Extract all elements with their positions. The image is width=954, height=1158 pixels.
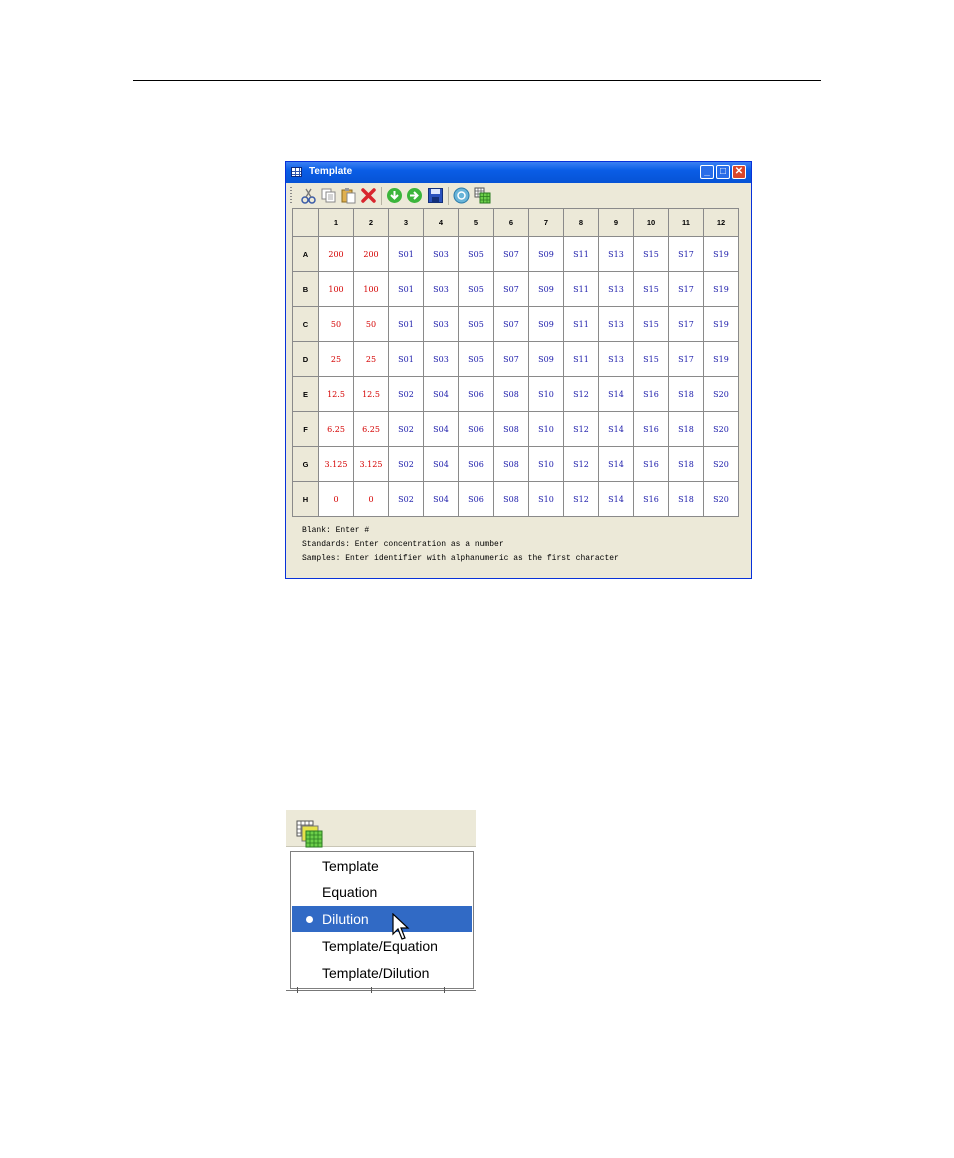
sample-cell[interactable]: S19 — [704, 342, 739, 377]
sample-cell[interactable]: S10 — [529, 412, 564, 447]
row-header[interactable]: H — [293, 482, 319, 517]
sample-cell[interactable]: S04 — [424, 482, 459, 517]
column-header[interactable]: 11 — [669, 209, 704, 237]
sample-cell[interactable]: S03 — [424, 272, 459, 307]
menu-item-template-dilution[interactable]: Template/Dilution — [322, 965, 430, 981]
sample-cell[interactable]: S18 — [669, 447, 704, 482]
row-header[interactable]: D — [293, 342, 319, 377]
toolbar-separator — [381, 187, 382, 205]
template-window — [285, 161, 752, 579]
table-row — [293, 272, 739, 307]
move-down-icon[interactable] — [386, 187, 403, 204]
close-button[interactable]: ✕ — [732, 165, 746, 179]
sample-cell[interactable]: S09 — [529, 272, 564, 307]
column-header[interactable]: 2 — [354, 209, 389, 237]
grid-tick — [297, 987, 298, 993]
standard-cell[interactable]: 100 — [354, 272, 389, 307]
sample-cell[interactable]: S06 — [459, 482, 494, 517]
sample-cell[interactable]: S05 — [459, 307, 494, 342]
sample-cell[interactable]: S13 — [599, 307, 634, 342]
plate-grid — [292, 208, 739, 517]
sample-cell[interactable]: S10 — [529, 482, 564, 517]
column-header[interactable]: 9 — [599, 209, 634, 237]
row-header[interactable]: B — [293, 272, 319, 307]
menu-item-template-equation[interactable]: Template/Equation — [322, 938, 438, 954]
menu-item-label: Dilution — [322, 911, 369, 927]
standard-cell[interactable]: 25 — [354, 342, 389, 377]
column-header[interactable]: 1 — [319, 209, 354, 237]
sample-cell[interactable]: S18 — [669, 377, 704, 412]
window-title: Template — [309, 166, 353, 177]
sample-cell[interactable]: S02 — [389, 482, 424, 517]
standard-cell[interactable]: 3.125 — [354, 447, 389, 482]
sample-cell[interactable]: S15 — [634, 307, 669, 342]
sample-cell[interactable]: S16 — [634, 377, 669, 412]
sample-cell[interactable]: S03 — [424, 237, 459, 272]
sample-cell[interactable]: S04 — [424, 447, 459, 482]
note-blank: Blank: Enter # — [302, 526, 370, 535]
sample-cell[interactable]: S11 — [564, 342, 599, 377]
toolbar-separator — [448, 187, 449, 205]
sample-cell[interactable]: S01 — [389, 272, 424, 307]
layout-icon[interactable] — [474, 187, 491, 204]
instructions — [302, 524, 619, 566]
sample-cell[interactable]: S08 — [494, 482, 529, 517]
sample-cell[interactable]: S17 — [669, 342, 704, 377]
grid-icon — [291, 167, 302, 177]
sample-cell[interactable]: S11 — [564, 237, 599, 272]
sample-cell[interactable]: S06 — [459, 447, 494, 482]
standard-cell[interactable]: 100 — [319, 272, 354, 307]
page-top-rule — [133, 80, 821, 81]
sample-cell[interactable]: S07 — [494, 342, 529, 377]
sample-cell[interactable]: S13 — [599, 272, 634, 307]
sample-cell[interactable]: S17 — [669, 307, 704, 342]
sample-cell[interactable]: S03 — [424, 307, 459, 342]
sample-cell[interactable]: S20 — [704, 377, 739, 412]
sample-cell[interactable]: S08 — [494, 412, 529, 447]
column-header[interactable]: 4 — [424, 209, 459, 237]
sample-cell[interactable]: S12 — [564, 412, 599, 447]
table-row — [293, 377, 739, 412]
sample-cell[interactable]: S05 — [459, 237, 494, 272]
column-header[interactable]: 10 — [634, 209, 669, 237]
sample-cell[interactable]: S02 — [389, 447, 424, 482]
mouse-cursor-icon — [392, 913, 412, 943]
grid-tick — [371, 987, 372, 993]
standard-cell[interactable]: 200 — [319, 237, 354, 272]
grid-edge — [286, 990, 476, 991]
sample-cell[interactable]: S18 — [669, 482, 704, 517]
sample-cell[interactable]: S11 — [564, 307, 599, 342]
note-samples: Samples: Enter identifier with alphanumeric as the first character — [302, 554, 619, 563]
table-row — [293, 342, 739, 377]
move-right-icon[interactable] — [406, 187, 423, 204]
sample-cell[interactable]: S15 — [634, 237, 669, 272]
sample-cell[interactable]: S12 — [564, 377, 599, 412]
sample-cell[interactable]: S07 — [494, 307, 529, 342]
grid-body — [293, 237, 739, 517]
sample-cell[interactable]: S03 — [424, 342, 459, 377]
sample-cell[interactable]: S05 — [459, 342, 494, 377]
copy-icon[interactable] — [320, 187, 337, 204]
info-icon[interactable] — [453, 187, 470, 204]
maximize-button[interactable]: □ — [716, 165, 730, 179]
row-header[interactable]: A — [293, 237, 319, 272]
sample-cell[interactable]: S19 — [704, 307, 739, 342]
toolbar-grip[interactable] — [290, 187, 292, 205]
standard-cell[interactable]: 50 — [354, 307, 389, 342]
sample-cell[interactable]: S07 — [494, 272, 529, 307]
column-header-row — [293, 209, 739, 237]
sample-cell[interactable]: S14 — [599, 412, 634, 447]
paste-icon[interactable] — [340, 187, 357, 204]
standard-cell[interactable]: 200 — [354, 237, 389, 272]
row-header[interactable]: C — [293, 307, 319, 342]
view-mode-menu — [290, 851, 474, 989]
delete-icon[interactable] — [360, 187, 377, 204]
standard-cell[interactable]: 12.5 — [354, 377, 389, 412]
sample-cell[interactable]: S08 — [494, 447, 529, 482]
sample-cell[interactable]: S11 — [564, 272, 599, 307]
sample-cell[interactable]: S15 — [634, 272, 669, 307]
standard-cell[interactable]: 6.25 — [354, 412, 389, 447]
column-header[interactable]: 5 — [459, 209, 494, 237]
sample-cell[interactable]: S20 — [704, 482, 739, 517]
sample-cell[interactable]: S01 — [389, 307, 424, 342]
table-row — [293, 412, 739, 447]
sample-cell[interactable]: S16 — [634, 482, 669, 517]
menu-item-equation[interactable]: Equation — [322, 884, 378, 900]
radio-bullet-icon — [306, 916, 313, 923]
sample-cell[interactable]: S16 — [634, 447, 669, 482]
sample-cell[interactable]: S08 — [494, 377, 529, 412]
sample-cell[interactable]: S10 — [529, 447, 564, 482]
sample-cell[interactable]: S04 — [424, 377, 459, 412]
grid-tick — [444, 987, 445, 993]
standard-cell[interactable]: 6.25 — [319, 412, 354, 447]
cut-icon[interactable] — [300, 187, 317, 204]
column-header[interactable]: 6 — [494, 209, 529, 237]
title-bar[interactable] — [286, 162, 751, 183]
sample-cell[interactable]: S06 — [459, 412, 494, 447]
table-row — [293, 482, 739, 517]
row-header[interactable]: G — [293, 447, 319, 482]
sample-cell[interactable]: S20 — [704, 412, 739, 447]
sample-cell[interactable]: S12 — [564, 482, 599, 517]
sample-cell[interactable]: S13 — [599, 237, 634, 272]
sample-cell[interactable]: S17 — [669, 272, 704, 307]
sample-cell[interactable]: S09 — [529, 307, 564, 342]
standard-cell[interactable]: 3.125 — [319, 447, 354, 482]
sample-cell[interactable]: S13 — [599, 342, 634, 377]
menu-item-dilution[interactable] — [292, 906, 472, 932]
sample-cell[interactable]: S06 — [459, 377, 494, 412]
menu-item-template[interactable]: Template — [322, 858, 379, 874]
sample-cell[interactable]: S15 — [634, 342, 669, 377]
column-header[interactable]: 7 — [529, 209, 564, 237]
row-header[interactable]: E — [293, 377, 319, 412]
sample-cell[interactable]: S07 — [494, 237, 529, 272]
sample-cell[interactable]: S14 — [599, 482, 634, 517]
sample-cell[interactable]: S12 — [564, 447, 599, 482]
corner-cell — [293, 209, 319, 237]
sample-cell[interactable]: S16 — [634, 412, 669, 447]
sample-cell[interactable]: S04 — [424, 412, 459, 447]
sample-cell[interactable]: S09 — [529, 237, 564, 272]
standard-cell[interactable]: 25 — [319, 342, 354, 377]
standard-cell[interactable]: 0 — [319, 482, 354, 517]
standard-cell[interactable]: 12.5 — [319, 377, 354, 412]
sample-cell[interactable]: S02 — [389, 412, 424, 447]
toolbar — [286, 183, 751, 208]
sample-cell[interactable]: S02 — [389, 377, 424, 412]
save-icon[interactable] — [427, 187, 444, 204]
sample-cell[interactable]: S19 — [704, 237, 739, 272]
column-header[interactable]: 3 — [389, 209, 424, 237]
standard-cell[interactable]: 0 — [354, 482, 389, 517]
sample-cell[interactable]: S10 — [529, 377, 564, 412]
sample-cell[interactable]: S05 — [459, 272, 494, 307]
note-standards: Standards: Enter concentration as a number — [302, 540, 504, 549]
table-row — [293, 447, 739, 482]
sample-cell[interactable]: S18 — [669, 412, 704, 447]
sample-cell[interactable]: S01 — [389, 342, 424, 377]
layout-icon[interactable] — [296, 820, 326, 848]
row-header[interactable]: F — [293, 412, 319, 447]
sample-cell[interactable]: S01 — [389, 237, 424, 272]
minimize-button[interactable]: _ — [700, 165, 714, 179]
sample-cell[interactable]: S14 — [599, 447, 634, 482]
table-row — [293, 237, 739, 272]
sample-cell[interactable]: S20 — [704, 447, 739, 482]
standard-cell[interactable]: 50 — [319, 307, 354, 342]
sample-cell[interactable]: S19 — [704, 272, 739, 307]
table-row — [293, 307, 739, 342]
sample-cell[interactable]: S17 — [669, 237, 704, 272]
column-header[interactable]: 12 — [704, 209, 739, 237]
column-header[interactable]: 8 — [564, 209, 599, 237]
sample-cell[interactable]: S14 — [599, 377, 634, 412]
sample-cell[interactable]: S09 — [529, 342, 564, 377]
